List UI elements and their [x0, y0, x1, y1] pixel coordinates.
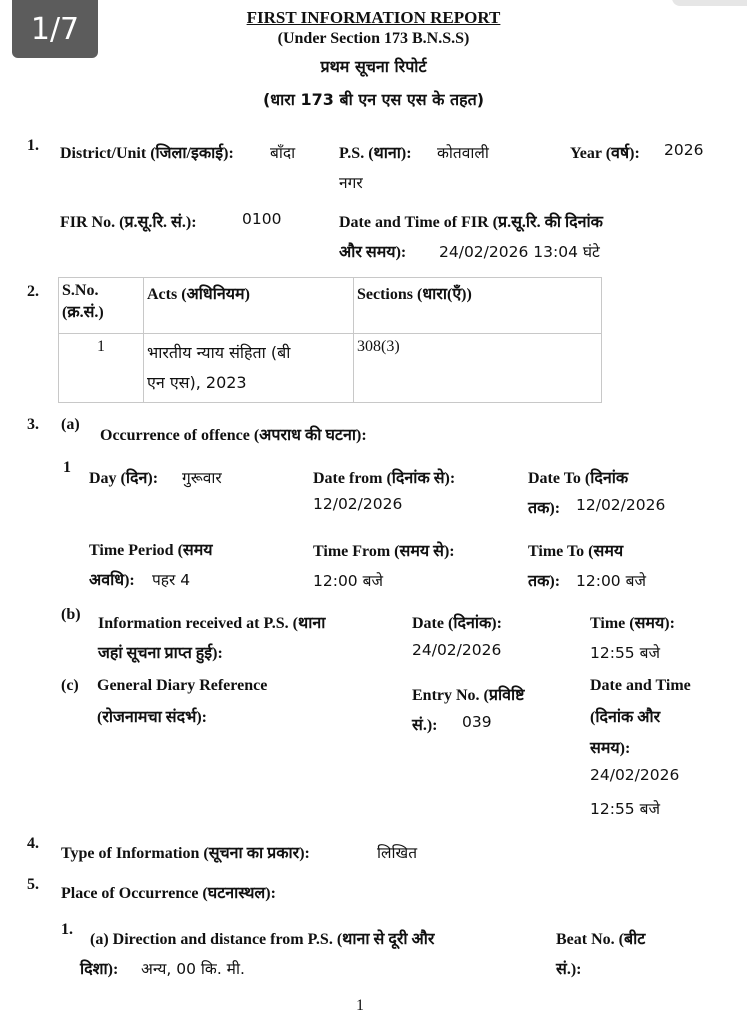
occurrence-label: Occurrence of offence (अपराध की घटना): [100, 427, 367, 444]
report-title-en: FIRST INFORMATION REPORT [246, 8, 501, 27]
date-to-label-line2: तक): [528, 500, 561, 517]
district-label: District/Unit (जिला/इकाई): [60, 145, 234, 162]
time-to-label-line1: Time To (समय [528, 543, 624, 560]
fir-no-label: FIR No. (प्र.सू.रि. सं.): [60, 214, 197, 231]
section-3a-label: (a) [61, 416, 80, 433]
ps-label: P.S. (थाना): [339, 145, 412, 162]
ps-value-line1: कोतवाली [437, 144, 489, 162]
day-label: Day (दिन): [89, 470, 159, 487]
date-from-label: Date from (दिनांक से): [313, 470, 456, 487]
direction-distance-label-line2: दिशा): [80, 961, 119, 978]
section-3c-label: (c) [61, 677, 79, 694]
header-acts: Acts (अधिनियम) [144, 278, 354, 334]
entry-no-value: 039 [462, 713, 492, 731]
time-to-label-line2: तक): [528, 573, 561, 590]
entry-no-label-line2: सं.): [412, 717, 438, 734]
row-section: 308(3) [354, 334, 602, 403]
acts-table [58, 277, 602, 403]
year-label: Year (वर्ष): [570, 145, 640, 162]
entry-no-label-line1: Entry No. (प्रविष्टि [412, 687, 525, 704]
section-2-number: 2. [27, 283, 39, 300]
fir-datetime-value: 24/02/2026 13:04 घंटे [439, 243, 600, 261]
row-sno: 1 [59, 334, 144, 403]
section-4-number: 4. [27, 835, 39, 852]
date-to-label-line1: Date To (दिनांक [528, 470, 629, 487]
section-3b-label: (b) [61, 606, 81, 623]
section-5-number: 5. [27, 876, 39, 893]
time-to-value: 12:00 बजे [576, 572, 646, 590]
page-counter-badge: 1/7 [12, 0, 98, 58]
district-value: बाँदा [270, 144, 296, 162]
year-value: 2026 [664, 141, 704, 159]
gd-datetime-label-line1: Date and Time [590, 677, 691, 694]
info-time-value: 12:55 बजे [590, 644, 660, 662]
time-period-label-line1: Time Period (समय [89, 542, 213, 559]
report-title-hi: प्रथम सूचना रिपोर्ट [320, 57, 427, 76]
gd-datetime-label-line2: (दिनांक और [590, 709, 661, 726]
info-date-label: Date (दिनांक): [412, 615, 502, 632]
gd-reference-label-line1: General Diary Reference [97, 677, 268, 694]
info-received-label-line1: Information received at P.S. (थाना [98, 615, 326, 632]
row-act [144, 334, 354, 403]
section-3-number: 3. [27, 416, 39, 433]
fir-no-value: 0100 [242, 210, 282, 228]
page-number: 1 [356, 997, 364, 1014]
occurrence-item-number: 1 [63, 459, 71, 476]
info-date-value: 24/02/2026 [412, 641, 502, 659]
report-subtitle-hi: (धारा 173 बी एन एस एस के तहत) [262, 90, 485, 109]
place-of-occurrence-label: Place of Occurrence (घटनास्थल): [61, 885, 276, 902]
header-sno-line1: S.No. [62, 282, 99, 299]
date-from-value: 12/02/2026 [313, 495, 403, 513]
place-item-number: 1. [61, 921, 73, 938]
table-row [59, 334, 602, 403]
gd-reference-label-line2: (रोजनामचा संदर्भ): [97, 709, 208, 726]
fir-datetime-label-line2: और समय): [339, 244, 407, 261]
report-subtitle-en: (Under Section 173 B.N.S.S) [277, 30, 470, 47]
direction-distance-label-line1: (a) Direction and distance from P.S. (थाना से दूरी और [90, 931, 435, 948]
info-time-label: Time (समय): [590, 615, 675, 632]
corner-overlay [672, 0, 747, 6]
gd-datetime-label-line3: समय): [590, 740, 631, 757]
time-period-label-line2: अवधि): [89, 572, 135, 589]
time-from-label: Time From (समय से): [313, 543, 455, 560]
beat-no-label-line2: सं.): [556, 961, 582, 978]
gd-datetime-value-line2: 12:55 बजे [590, 800, 660, 818]
row-act-line1: भारतीय न्याय संहिता (बी [147, 343, 291, 362]
acts-table-header [59, 278, 602, 334]
header-sno-line2: (क्र.सं.) [62, 304, 104, 321]
beat-no-label-line1: Beat No. (बीट [556, 931, 646, 948]
fir-datetime-label-line1: Date and Time of FIR (प्र.सू.रि. की दिनांक [339, 214, 603, 231]
section-1-number: 1. [27, 137, 39, 154]
time-period-value: पहर 4 [152, 571, 191, 589]
gd-datetime-value-line1: 24/02/2026 [590, 766, 680, 784]
header-sections: Sections (धारा(एँ)) [354, 278, 602, 334]
type-of-info-value: लिखित [377, 844, 418, 862]
header-sno [59, 278, 144, 334]
type-of-info-label: Type of Information (सूचना का प्रकार): [61, 845, 310, 862]
day-value: गुरूवार [182, 469, 222, 487]
info-received-label-line2: जहां सूचना प्राप्त हुई): [98, 645, 223, 662]
date-to-value: 12/02/2026 [576, 496, 666, 514]
direction-distance-value: अन्य, 00 कि. मी. [141, 960, 245, 978]
ps-value-line2: नगर [339, 174, 363, 192]
row-act-line2: एन एस), 2023 [147, 373, 247, 392]
time-from-value: 12:00 बजे [313, 572, 383, 590]
